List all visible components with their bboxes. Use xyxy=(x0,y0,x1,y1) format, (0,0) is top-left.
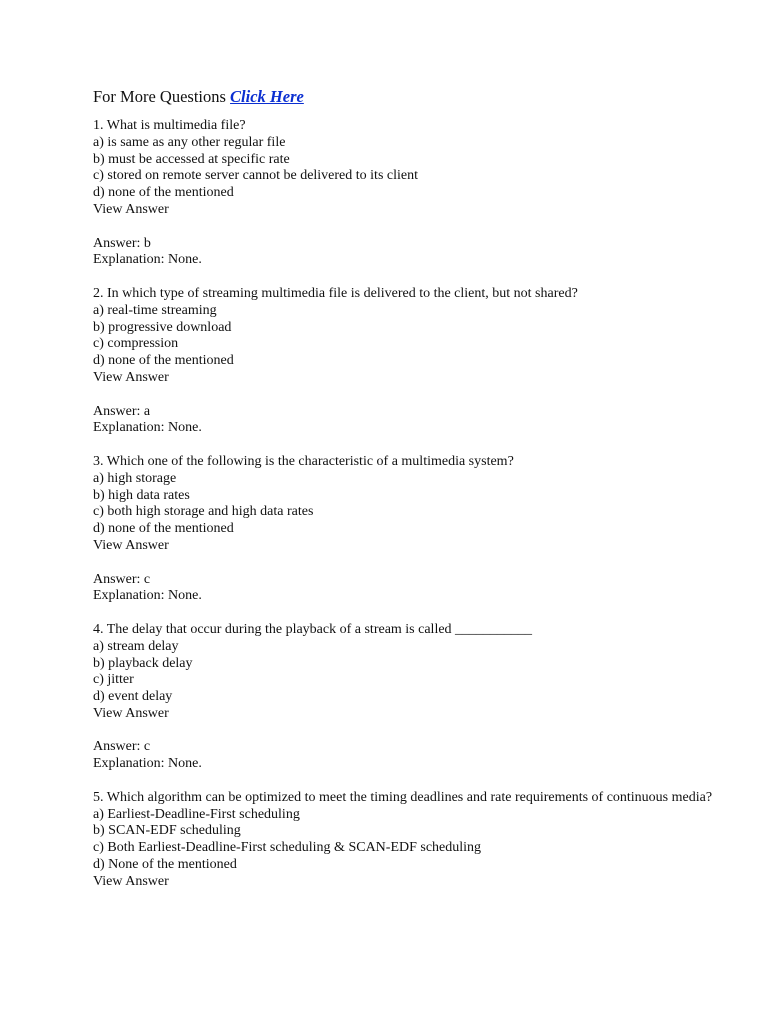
view-answer-link[interactable]: View Answer xyxy=(93,369,169,385)
option-d: d) event delay xyxy=(93,689,173,705)
explanation-text: Explanation: None. xyxy=(93,756,202,772)
question-block-4 xyxy=(93,622,733,790)
explanation-text: Explanation: None. xyxy=(93,252,202,268)
question-block-2 xyxy=(93,286,733,454)
question-block-5 xyxy=(93,790,733,891)
answer-text: Answer: c xyxy=(93,739,151,755)
explanation-text: Explanation: None. xyxy=(93,588,202,604)
spacer xyxy=(93,437,733,454)
answer-text: Answer: a xyxy=(93,403,151,419)
option-c: c) Both Earliest-Deadline-First scheduling & SCAN-EDF scheduling xyxy=(93,840,482,856)
view-answer-link[interactable]: View Answer xyxy=(93,873,169,889)
option-c: c) compression xyxy=(93,336,179,352)
option-a: a) high storage xyxy=(93,470,177,486)
view-answer-link[interactable]: View Answer xyxy=(93,201,169,217)
spacer xyxy=(93,555,733,572)
spacer xyxy=(93,269,733,286)
question-text: 4. The delay that occur during the playback of a stream is called ___________ xyxy=(93,621,533,637)
spacer xyxy=(93,605,733,622)
spacer xyxy=(93,387,733,404)
option-c: c) both high storage and high data rates xyxy=(93,504,314,520)
option-c: c) jitter xyxy=(93,672,134,688)
explanation-text: Explanation: None. xyxy=(93,420,202,436)
question-text: 2. In which type of streaming multimedia file is delivered to the client, but not shared? xyxy=(93,285,578,301)
option-d: d) None of the mentioned xyxy=(93,857,237,873)
option-b: b) progressive download xyxy=(93,319,232,335)
page-header xyxy=(93,86,733,108)
question-block-3 xyxy=(93,454,733,622)
header-prefix: For More Questions xyxy=(93,87,226,106)
question-block-1 xyxy=(93,118,733,286)
answer-text: Answer: b xyxy=(93,235,151,251)
click-here-link[interactable]: Click Here xyxy=(230,87,304,106)
option-b: b) must be accessed at specific rate xyxy=(93,151,290,167)
option-b: b) playback delay xyxy=(93,655,193,671)
option-b: b) SCAN-EDF scheduling xyxy=(93,823,241,839)
answer-text: Answer: c xyxy=(93,571,151,587)
view-answer-link[interactable]: View Answer xyxy=(93,705,169,721)
option-a: a) is same as any other regular file xyxy=(93,134,286,150)
spacer xyxy=(93,773,733,790)
question-text: 1. What is multimedia file? xyxy=(93,118,246,133)
option-a: a) real-time streaming xyxy=(93,302,217,318)
option-d: d) none of the mentioned xyxy=(93,185,234,201)
question-text: 5. Which algorithm can be optimized to meet the timing deadlines and rate requirements of continuous media? xyxy=(93,789,713,805)
spacer xyxy=(93,219,733,236)
option-c: c) stored on remote server cannot be delivered to its client xyxy=(93,168,418,184)
option-b: b) high data rates xyxy=(93,487,190,503)
option-d: d) none of the mentioned xyxy=(93,353,234,369)
option-d: d) none of the mentioned xyxy=(93,521,234,537)
document-page xyxy=(93,86,733,891)
option-a: a) stream delay xyxy=(93,638,179,654)
question-text: 3. Which one of the following is the characteristic of a multimedia system? xyxy=(93,453,514,469)
option-a: a) Earliest-Deadline-First scheduling xyxy=(93,806,300,822)
spacer xyxy=(93,723,733,740)
view-answer-link[interactable]: View Answer xyxy=(93,537,169,553)
